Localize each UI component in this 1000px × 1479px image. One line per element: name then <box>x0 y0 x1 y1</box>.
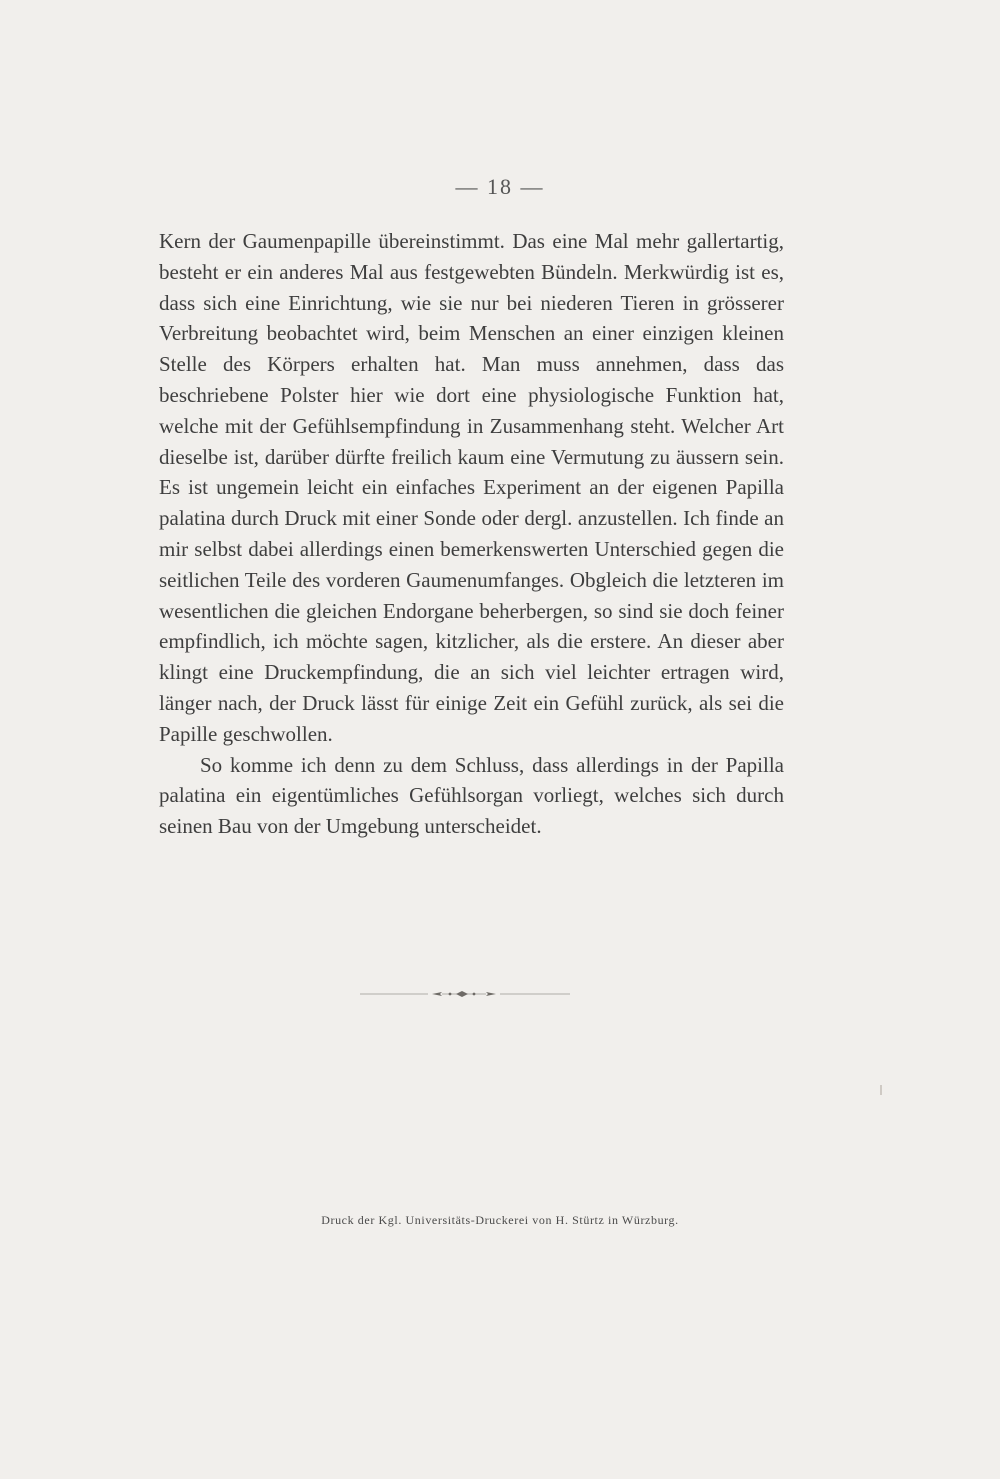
margin-mark <box>880 1085 882 1095</box>
page-number: — 18 — <box>455 174 545 199</box>
decorative-rule-icon <box>360 984 570 1004</box>
paragraph-conclusion: So komme ich denn zu dem Schluss, dass allerdings in der Papilla palatina ein eigentümliches Gefühlsorgan vorliegt, welches sich durch seinen Bau von der Umgebung unterscheidet. <box>159 752 784 839</box>
paragraph-continued: Kern der Gaumenpapille übereinstimmt. Das eine Mal mehr gallertartig, besteht er ein anderes Mal aus festgewebten Bündeln. Merkwürdig ist es, dass sich eine Einrichtung, wie sie nur bei niederen Tieren in grösserer Verbreitung beobachtet wird, beim Menschen an einer einzigen kleinen Stelle des Körpers erhalten hat. Man muss annehmen, dass das beschriebene Polster hier wie dort eine physiologische Funktion hat, welche mit der Gefühlsempfindung in Zusammenhang steht. Welcher Art dieselbe ist, darüber dürfte freilich kaum eine Vermutung zu äussern sein. Es ist ungemein leicht ein einfaches Experiment an der eigenen Papilla palatina durch Druck mit einer Sonde oder dergl. anzustellen. Ich finde an mir selbst dabei allerdings einen bemerkenswerten Unterschied gegen die seitlichen Teile des vorderen Gaumenumfanges. Obgleich die letzteren im wesentlichen die gleichen Endorgane beherbergen, so sind sie doch feiner empfindlich, ich möchte sagen, kitzlicher, als die erstere. An dieser aber klingt eine Druckempfindung, die an sich viel leichter ertragen wird, länger nach, der Druck lässt für einige Zeit ein Gefühl zurück, als sei die Papille geschwollen. <box>159 229 784 746</box>
body-text <box>159 226 784 842</box>
printer-imprint: Druck der Kgl. Universitäts-Druckerei von H. Stürtz in Würzburg. <box>321 1213 679 1227</box>
